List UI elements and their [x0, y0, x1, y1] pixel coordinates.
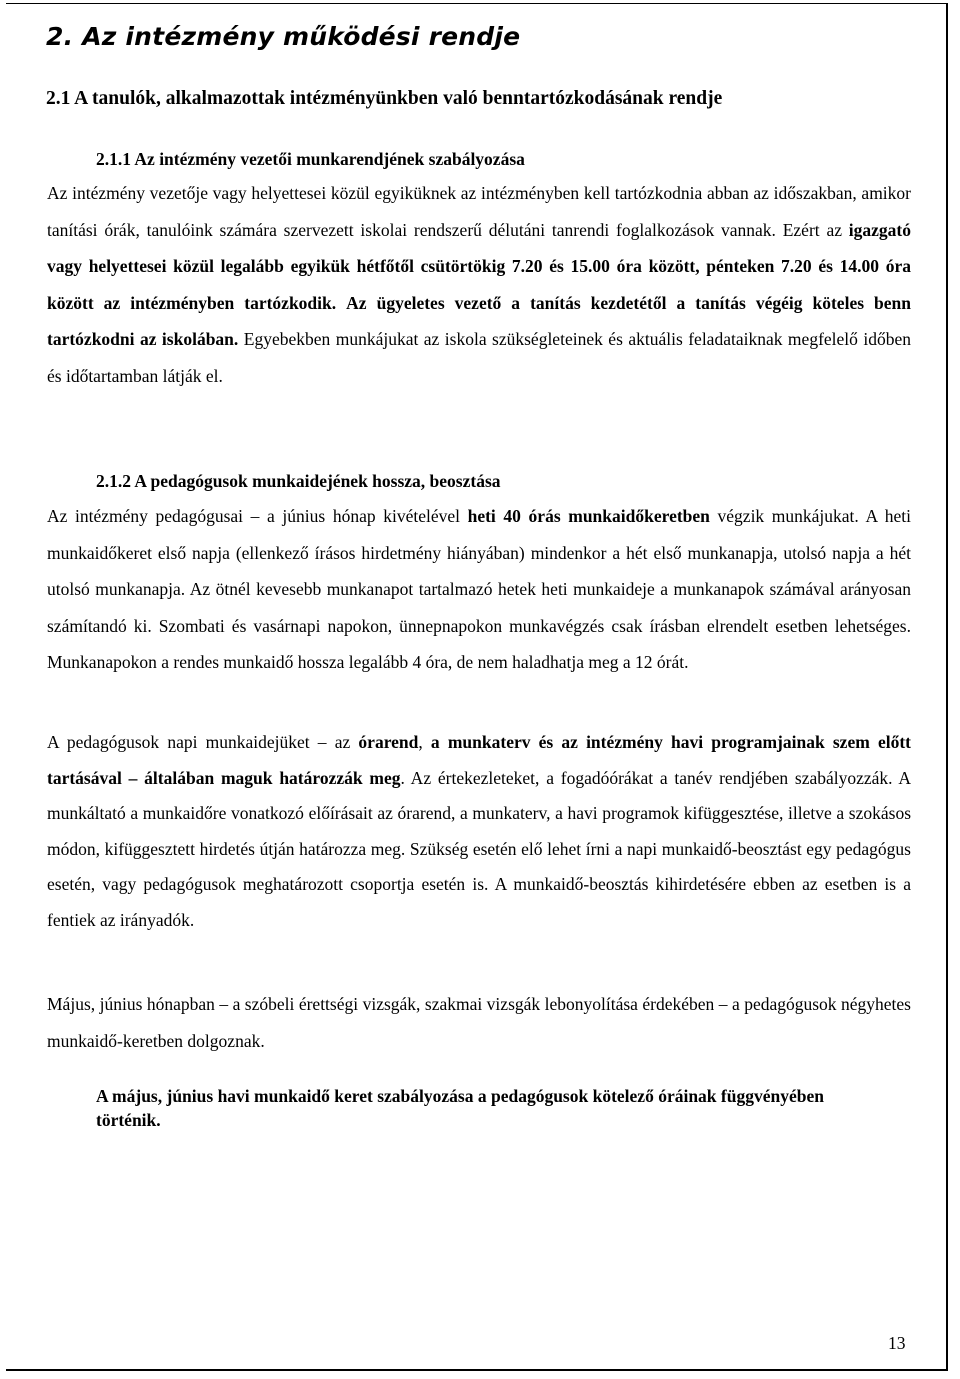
bold-text-run: igazgató vagy helyettesei közül legalább egyikük hétfőtől csütörtökig 7.20 és 15.00 óra között, pénteken 7.20 és 14.00 óra között az intézményben tartózkodik.: [47, 219, 911, 313]
bold-text-run: órarend: [358, 732, 419, 752]
text-run: . Az értekezleteket, a fogadóórákat a tanév rendjében szabályozzák. A munkáltató a munkaidőre vonatkozó előírásait az órarend, a munkaterv, a havi programok kifüggesztése, illetve a szokásos módon, kifüggesztett hirdetés útján határozza meg. Szükség esetén elő lehet írni a napi munkaidő-beosztást egy pedagógus esetén, vagy pedagógusok meghatározott csoportja esetén is. A munkaidő-beosztás kihirdetésére ebben az esetben is a fentiek az irányadók.: [47, 767, 911, 930]
page-number: 13: [888, 1333, 906, 1353]
text-run: Az intézmény vezetője vagy helyettesei közül egyiküknek az intézményben kell tartózkodnia abban az időszakban, amikor tanítási órák, tanulóink számára szervezett iskolai rendszerű délutáni tanrendi foglalkozások vannak. Ezért az: [47, 183, 911, 240]
text-run: [336, 293, 346, 313]
section-heading: 2.1 A tanulók, alkalmazottak intézményünkben való benntartózkodásának rendje: [46, 88, 723, 109]
paragraph-daily-schedule: [47, 725, 911, 939]
paragraph-leader-schedule: [47, 175, 911, 394]
text-run: A pedagógusok napi munkaidejüket – az: [47, 732, 359, 752]
note-line: A május, június havi munkaidő keret szabályozása a pedagógusok kötelező óráinak függvényében: [96, 1086, 824, 1106]
text-run: Egyebekben munkájukat az iskola szükségleteinek és aktuális feladataiknak megfelelő időben és időtartamban látják el.: [47, 329, 911, 386]
paragraph-may-june: Május, június hónapban – a szóbeli érettségi vizsgák, szakmai vizsgák lebonyolítása érdekében – a pedagógusok négyhetes munkaidő-keretben dolgoznak.: [47, 994, 911, 1051]
text-run: ,: [418, 732, 431, 752]
text-run: Az intézmény pedagógusai – a június hónap kivételével: [47, 506, 468, 526]
paragraph-working-hours: [47, 498, 911, 681]
text-run: végzik munkájukat. A heti munkaidőkeret első napja (ellenkező írásos hirdetmény hiányában) mindenkor a hét első munkanapja, utolsó napja a hét utolsó munkanapja. Az ötnél kevesebb munkanapot tartalmazó hetek heti munkaideje a munkanapok számával arányosan számítandó ki. Szombati és vasárnapi napokon, ünnepnapokon munkavégzés csak írásban elrendelt esetben lehetséges. Munkanapokon a rendes munkaidő hossza legalább 4 óra, de nem haladhatja meg a 12 órát.: [47, 506, 911, 672]
bold-text-run: Az ügyeletes vezető a tanítás kezdetétől a tanítás végéig köteles benn tartózkodni az iskolában.: [47, 292, 912, 349]
subsection-heading-2-1-2: 2.1.2 A pedagógusok munkaidejének hossza, beosztása: [96, 471, 501, 491]
bold-text-run: a munkaterv és az intézmény havi programjainak szem előtt tartásával – általában maguk határozzák meg: [47, 732, 911, 788]
subsection-heading-2-1-1: 2.1.1 Az intézmény vezetői munkarendjének szabályozása: [96, 149, 525, 169]
bold-note: [96, 1084, 960, 1132]
bold-text-run: heti 40 órás munkaidőkeretben: [467, 506, 710, 526]
chapter-heading: 2. Az intézmény működési rendje: [46, 22, 521, 51]
note-line: történik.: [96, 1110, 161, 1130]
